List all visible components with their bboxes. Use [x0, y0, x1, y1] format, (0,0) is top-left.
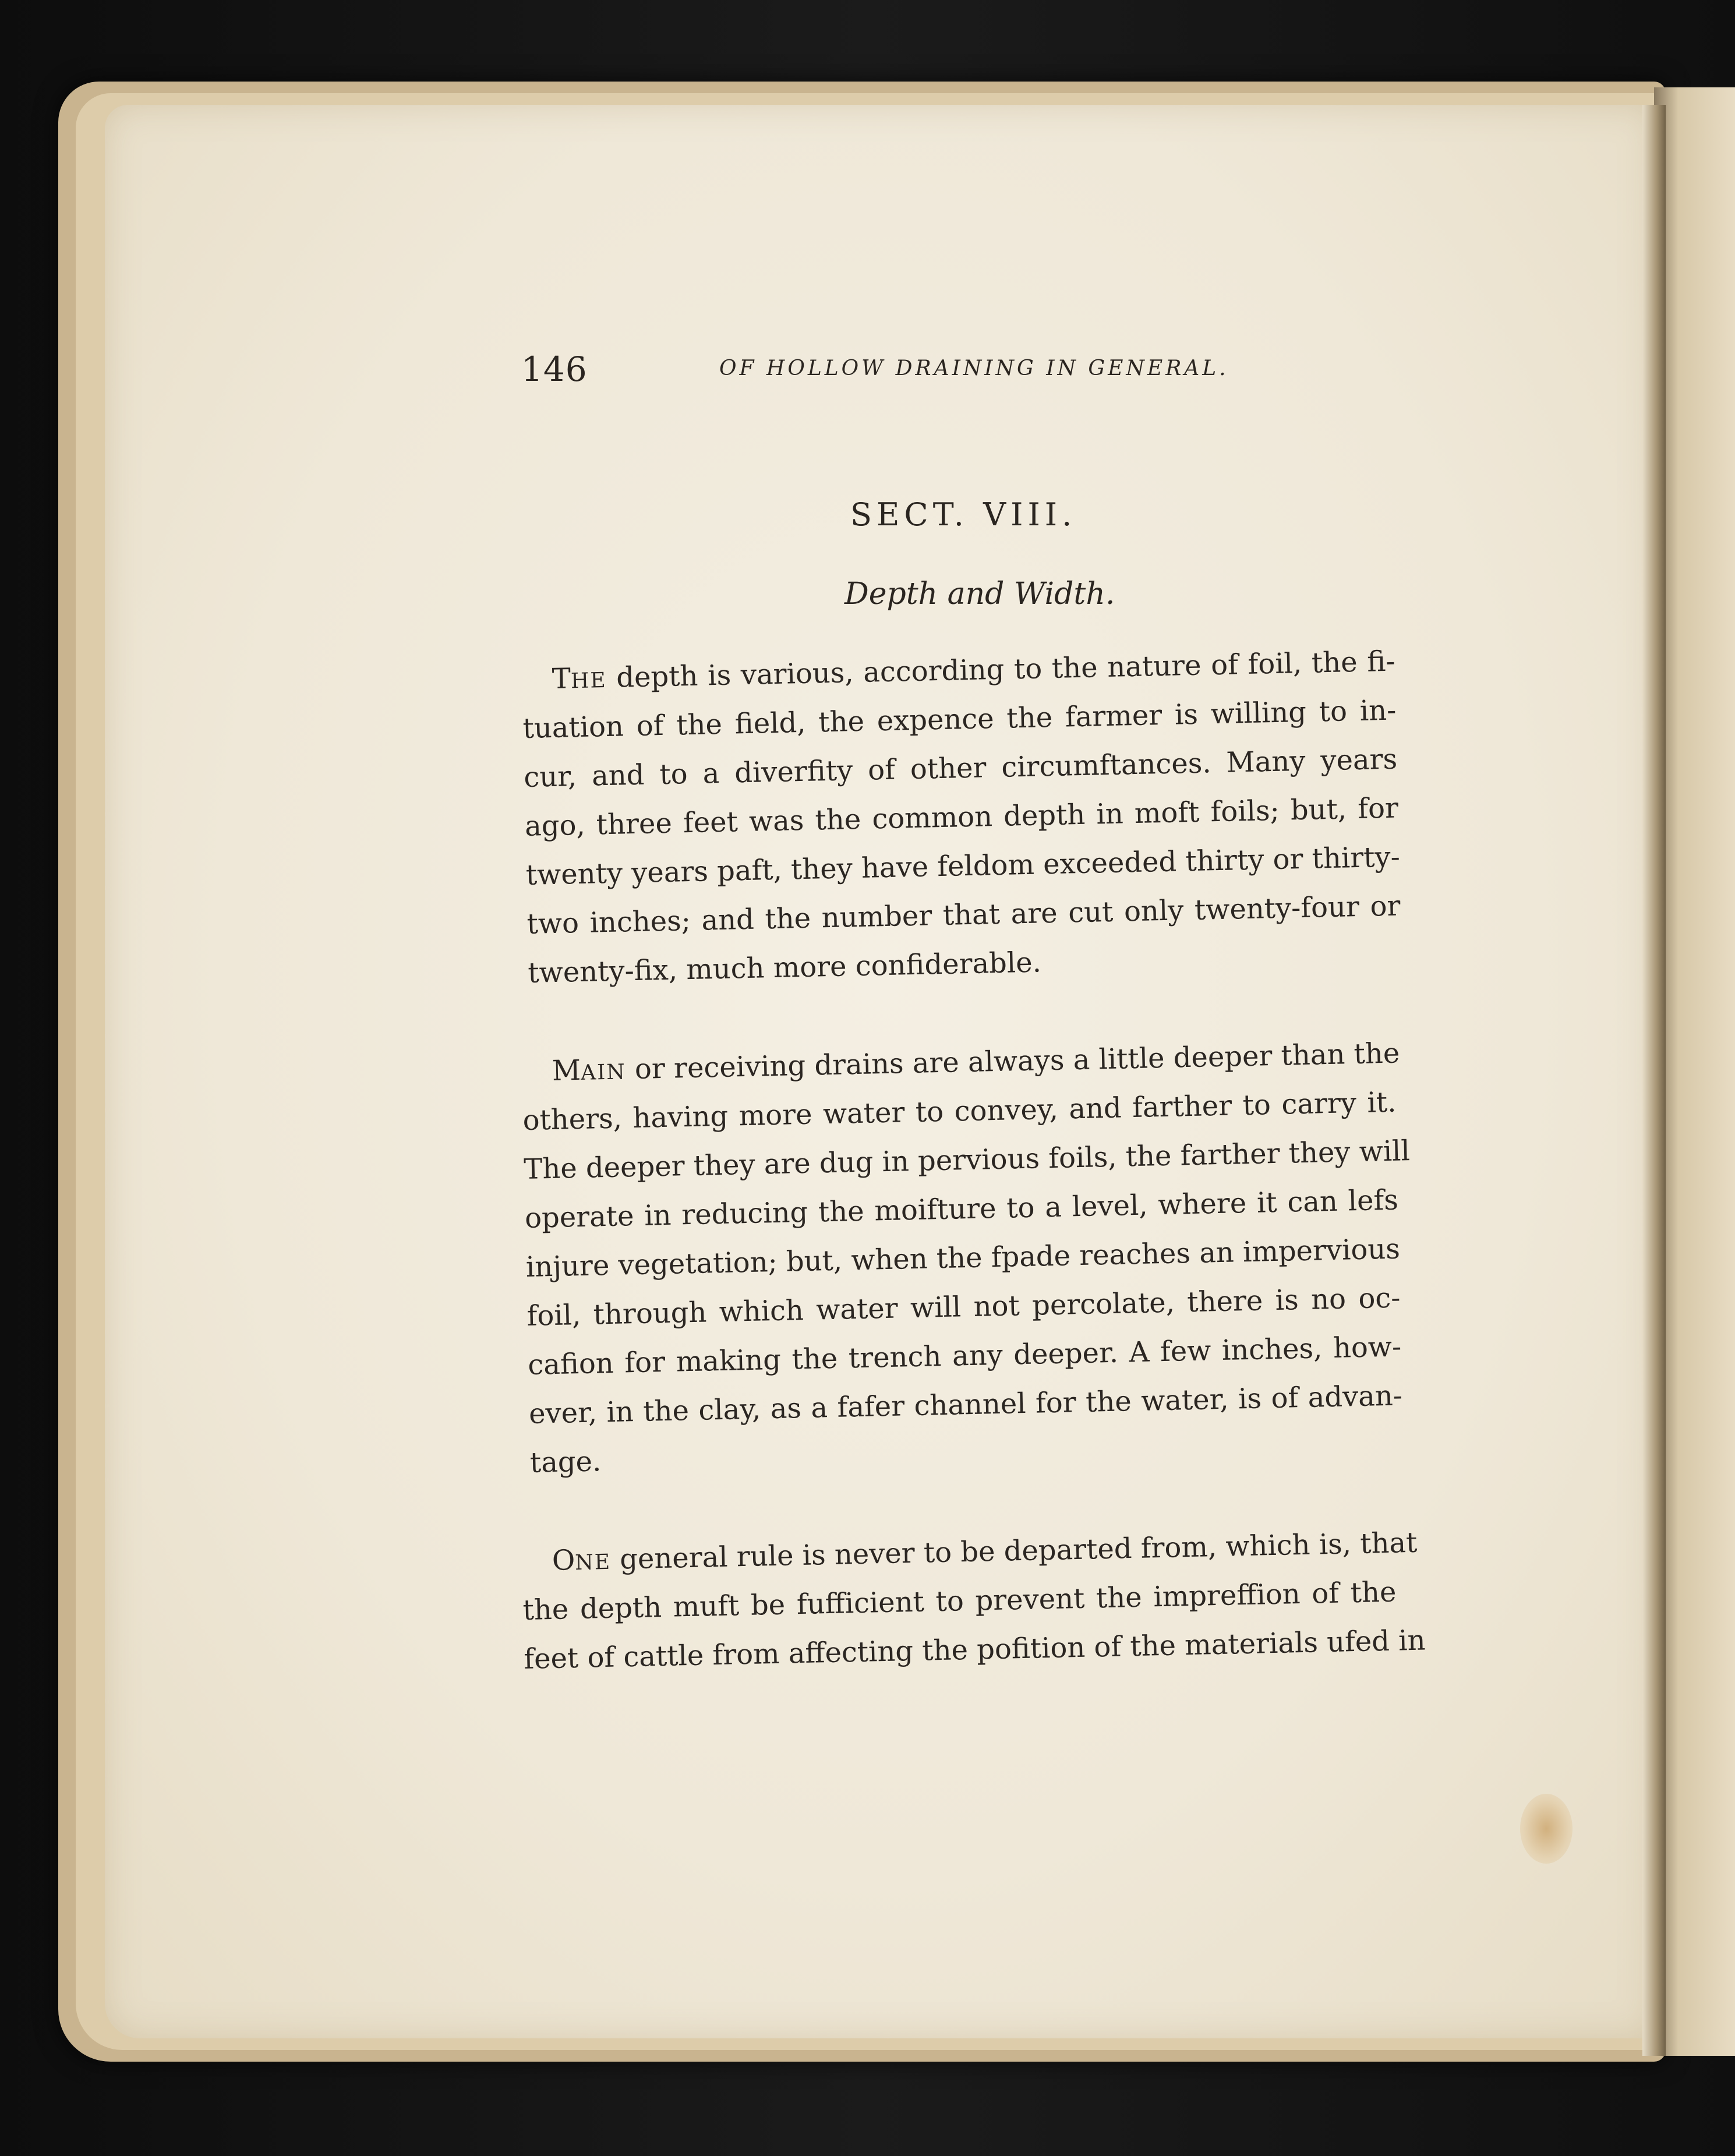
- running-head: OF HOLLOW DRAINING IN GENERAL.: [719, 356, 1229, 380]
- paragraph-line: tage.: [529, 1445, 602, 1479]
- paragraph-line: operate in reducing the moifture to a level, where it can lefs: [524, 1183, 1399, 1235]
- paragraph-main-drains: [521, 1029, 1411, 1487]
- page-header: [521, 349, 1229, 396]
- paragraph-depth: [521, 637, 1402, 998]
- section-title: SECT. VIII.: [850, 496, 1077, 533]
- paragraph-line: others, having more water to convey, and farther to carry it.: [522, 1086, 1397, 1137]
- section-subtitle: Depth and Width.: [844, 577, 1115, 612]
- paragraph-line: tuation of the field, the expence the farmer is willing to in-: [522, 694, 1397, 745]
- lead-small-caps: NE: [574, 1550, 612, 1575]
- paragraph-line: cur, and to a diverfity of other circumftances. Many years: [523, 743, 1398, 794]
- facing-page-edge: [1654, 87, 1735, 2056]
- paragraph-line: ago, three feet was the common depth in moft foils; but, for: [524, 791, 1399, 843]
- paragraph-line: twenty years paft, they have feldom exceeded thirty or thirty-: [525, 840, 1401, 892]
- paragraph-line: foil, through which water will not percolate, there is no oc-: [526, 1281, 1401, 1333]
- lead-capital: O: [552, 1544, 575, 1577]
- body-text: [521, 645, 1426, 1733]
- paragraph-line: two inches; and the number that are cut only twenty-four or: [526, 889, 1401, 941]
- page-gutter: [1642, 105, 1666, 2056]
- lead-small-caps: HE: [570, 668, 607, 694]
- paragraph-general-rule: [521, 1519, 1426, 1684]
- line-text: or receiving drains are always a little deeper than the: [626, 1037, 1400, 1086]
- paragraph-line: feet of cattle from affecting the pofition of the materials ufed in: [523, 1624, 1426, 1676]
- paragraph-line: The deeper they are dug in pervious foils, the farther they will: [523, 1134, 1411, 1186]
- paragraph-line: the depth muft be fufficient to prevent the impreffion of the: [522, 1575, 1397, 1627]
- paragraph-line: twenty-fix, much more confiderable.: [527, 946, 1042, 989]
- paragraph-line: ever, in the clay, as a fafer channel for the water, is of advan-: [528, 1379, 1403, 1430]
- line-text: general rule is never to be departed from, which is, that: [610, 1526, 1418, 1576]
- page-number: 146: [521, 349, 588, 389]
- line-text: depth is various, according to the nature of foil, the fi-: [606, 645, 1396, 694]
- lead-capital: M: [552, 1054, 581, 1087]
- paragraph-line: cafion for making the trench any deeper. A few inches, how-: [527, 1330, 1402, 1381]
- lead-capital: T: [552, 662, 571, 695]
- lead-small-caps: AIN: [580, 1060, 627, 1085]
- paragraph-line: injure vegetation; but, when the fpade reaches an impervious: [525, 1232, 1401, 1284]
- paper-stain: [1520, 1794, 1573, 1864]
